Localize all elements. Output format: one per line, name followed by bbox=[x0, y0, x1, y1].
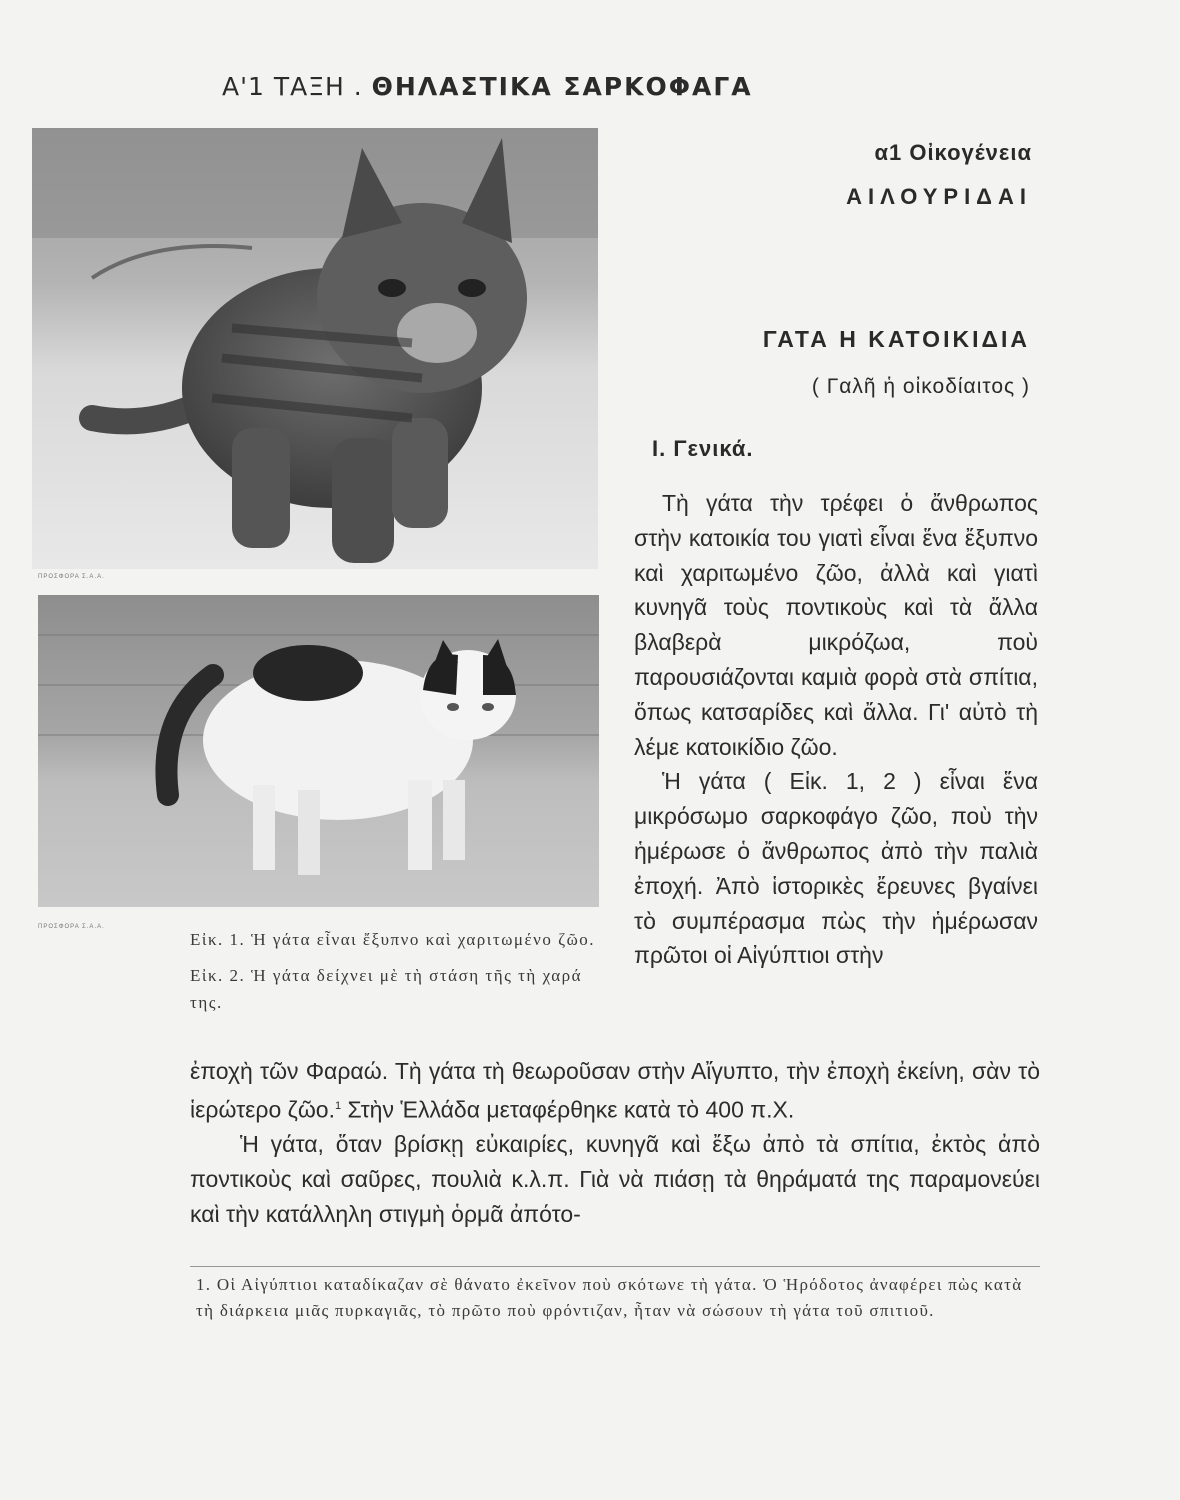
body-column bbox=[634, 486, 1038, 973]
family-subtitle: α1 Οἰκογένεια bbox=[874, 140, 1032, 165]
paragraph: Τὴ γάτα τὴν τρέφει ὁ ἄνθρωπος στὴν κατοικία του γιατὶ εἶναι ἕνα ἔξυπνο καὶ χαριτωμένο ζῶο, ἀλλὰ καὶ γιατὶ κυνηγᾶ τοὺς ποντικοὺς καὶ τὰ ἄλλα βλαβερὰ μικρόζωα, ποὺ παρουσιάζονται καμιὰ φορὰ στὰ σπίτια, ὅπως κατσαρίδες καὶ ἄλλα. Γι' αὐτὸ τὴ λέμε κατοικίδιο ζῶο. bbox=[634, 490, 1038, 760]
order-title: ΘΗΛΑΣΤΙΚΑ ΣΑΡΚΟΦΑΓΑ bbox=[371, 72, 753, 101]
page-header bbox=[222, 72, 753, 101]
caption-fig-1: Εἰκ. 1. Ἡ γάτα εἶναι ἔξυπνο καὶ χαριτωμένο ζῶο. bbox=[190, 930, 596, 949]
figure-captions bbox=[190, 926, 608, 1016]
kitten-photo bbox=[32, 128, 598, 569]
footnote-text: 1. Οἱ Αἰγύπτιοι καταδίκαζαν σὲ θάνατο ἐκεῖνον ποὺ σκότωνε τὴ γάτα. Ὁ Ἡρόδοτος ἀναφέρει πὼς κατὰ τὴ διάρκεια μιᾶς πυρκαγιᾶς, τὸ πρῶτο ποὺ φρόντιζαν, ἦταν νὰ σώσουν τὴ γάτα τοῦ σπιτιοῦ. bbox=[196, 1275, 1023, 1320]
species-scientific-name: ( Γαλῆ ἡ οἰκοδίαιτος ) bbox=[811, 375, 1030, 398]
paragraph: Ἡ γάτα, ὅταν βρίσκῃ εὐκαιρίες, κυνηγᾶ καὶ ἔξω ἀπὸ τὰ σπίτια, ἐκτὸς ἀπὸ ποντικοὺς καὶ σαῦρες, πουλιὰ κ.λ.π. Γιὰ νὰ πιάσῃ τὰ θηράματά της παραμονεύει καὶ τὴν κατάλληλη στιγμὴ ὁρμᾶ ἀπότο- bbox=[190, 1131, 1040, 1227]
footnote-divider bbox=[190, 1266, 1040, 1267]
paragraph-text: ἐποχὴ τῶν Φαραώ. Τὴ γάτα τὴ θεωροῦσαν στὴν Αἴγυπτο, τὴν ἐποχὴ ἐκείνη, σὰν τὸ ἱερώτερο ζῶο. bbox=[190, 1058, 1040, 1123]
section-heading: Ι. Γενικά. bbox=[652, 436, 754, 461]
paragraph-text: Στὴν Ἑλλάδα μεταφέρθηκε κατὰ τὸ 400 π.Χ. bbox=[341, 1096, 795, 1123]
paragraph: Ἡ γάτα ( Εἰκ. 1, 2 ) εἶναι ἕνα μικρόσωμο σαρκοφάγο ζῶο, ποὺ τὴν ἡμέρωσε ὁ ἄνθρωπος ἀπὸ τὴν παλιὰ ἐποχή. Ἀπὸ ἱστορικὲς ἔρευνες βγαίνει τὸ συμπέρασμα πὼς τὴν ἡμέρωσαν πρῶτοι οἱ Αἰγύπτιοι στὴν bbox=[634, 768, 1038, 969]
species-title: ΓΑΤΑ Η ΚΑΤΟΙΚΙΔΙΑ bbox=[762, 326, 1030, 352]
photo-credit: ΠΡΟΣΦΟΡΑ Σ.Α.Α. bbox=[38, 924, 105, 930]
species-heading bbox=[763, 326, 1030, 399]
cat-photo bbox=[38, 595, 599, 907]
paragraph bbox=[190, 1054, 1040, 1127]
footnote-marker[interactable]: 1 bbox=[334, 1099, 342, 1112]
body-full-width bbox=[190, 1054, 1040, 1232]
footnote bbox=[196, 1272, 1038, 1324]
photo-credit: ΠΡΟΣΦΟΡΑ Σ.Α.Α. bbox=[38, 574, 105, 580]
family-name: ΑΙΛΟΥΡΙΔΑΙ bbox=[846, 184, 1032, 209]
caption-fig-2: Εἰκ. 2. Ἡ γάτα δείχνει μὲ τὴ στάση τῆς τὴ χαρά της. bbox=[190, 966, 583, 1012]
family-heading bbox=[846, 140, 1032, 210]
class-label: Α'1 ΤΑΞΗ . bbox=[222, 72, 363, 101]
